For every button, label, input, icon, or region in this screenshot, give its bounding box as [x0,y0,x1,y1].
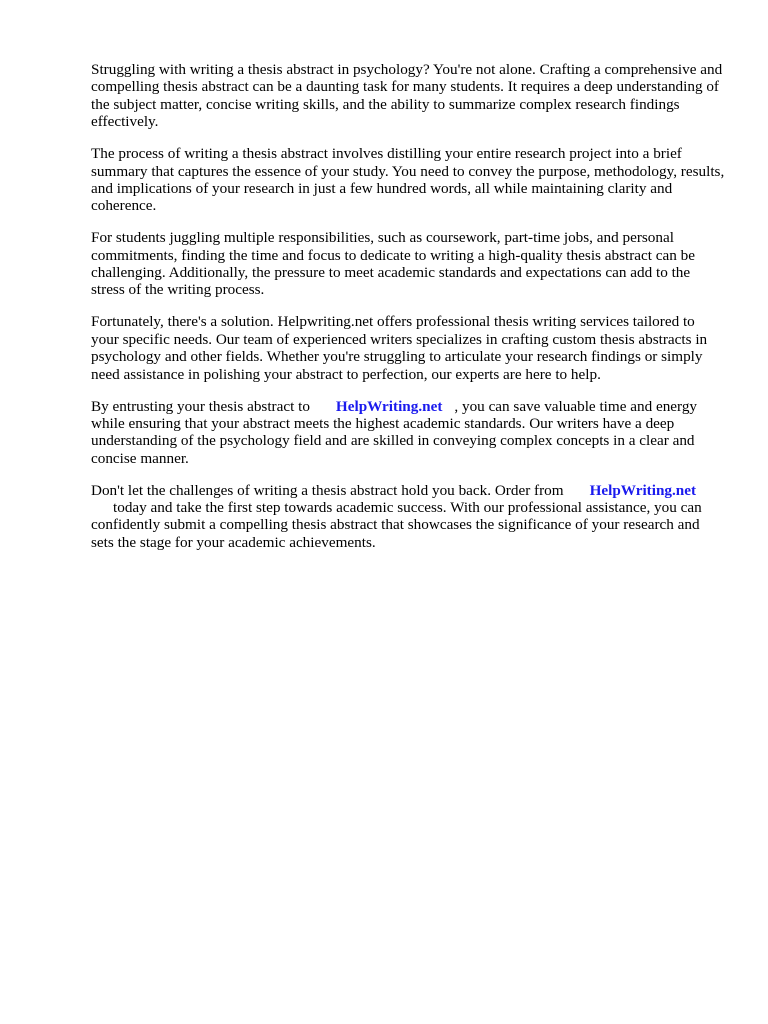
paragraph-call-to-action [91,482,725,552]
paragraph-entrusting [91,398,725,468]
helpwriting-link[interactable]: HelpWriting.net [335,397,443,415]
paragraph-cta-tail: today and take the first step towards academic success. With our professional assistance, you can confidently submit a compelling thesis abstract that showcases the significance of your research and sets the stage for your academic achievements. [91,499,702,551]
paragraph-process: The process of writing a thesis abstract involves distilling your entire research project into a brief summary that captures the essence of your study. You need to convey the purpose, methodology, results, and implications of your research in just a few hundred words, all while maintaining clarity and coherence. [91,145,725,215]
paragraph-cta-lead: Don't let the challenges of writing a thesis abstract hold you back. Order from [91,481,564,499]
paragraph-entrusting-lead: By entrusting your thesis abstract to [91,397,310,415]
paragraph-intro: Struggling with writing a thesis abstract in psychology? You're not alone. Crafting a comprehensive and compelling thesis abstract can be a daunting task for many students. It requires a deep understanding of the subject matter, concise writing skills, and the ability to summarize complex research findings effectively. [91,61,723,131]
helpwriting-order-link[interactable]: HelpWriting.net [589,481,697,499]
paragraph-solution: Fortunately, there's a solution. Helpwriting.net offers professional thesis writing services tailored to your specific needs. Our team of experienced writers specializes in crafting custom thesis abstracts in psychology and other fields. Whether you're struggling to articulate your research findings or simply need assistance in polishing your abstract to perfection, our experts are here to help. [91,313,708,383]
paragraph-challenges: For students juggling multiple responsibilities, such as coursework, part-time jobs, and personal commitments, finding the time and focus to dedicate to writing a high-quality thesis abstract can be challenging. Additionally, the pressure to meet academic standards and expectations can add to the stress of the writing process. [91,229,695,299]
document-body [91,61,725,566]
paragraph-entrusting-tail: , you can save valuable time and energy while ensuring that your abstract meets the highest academic standards. Our writers have a deep understanding of the psychology field and are skilled in conveying complex concepts in a clear and concise manner. [91,397,698,467]
